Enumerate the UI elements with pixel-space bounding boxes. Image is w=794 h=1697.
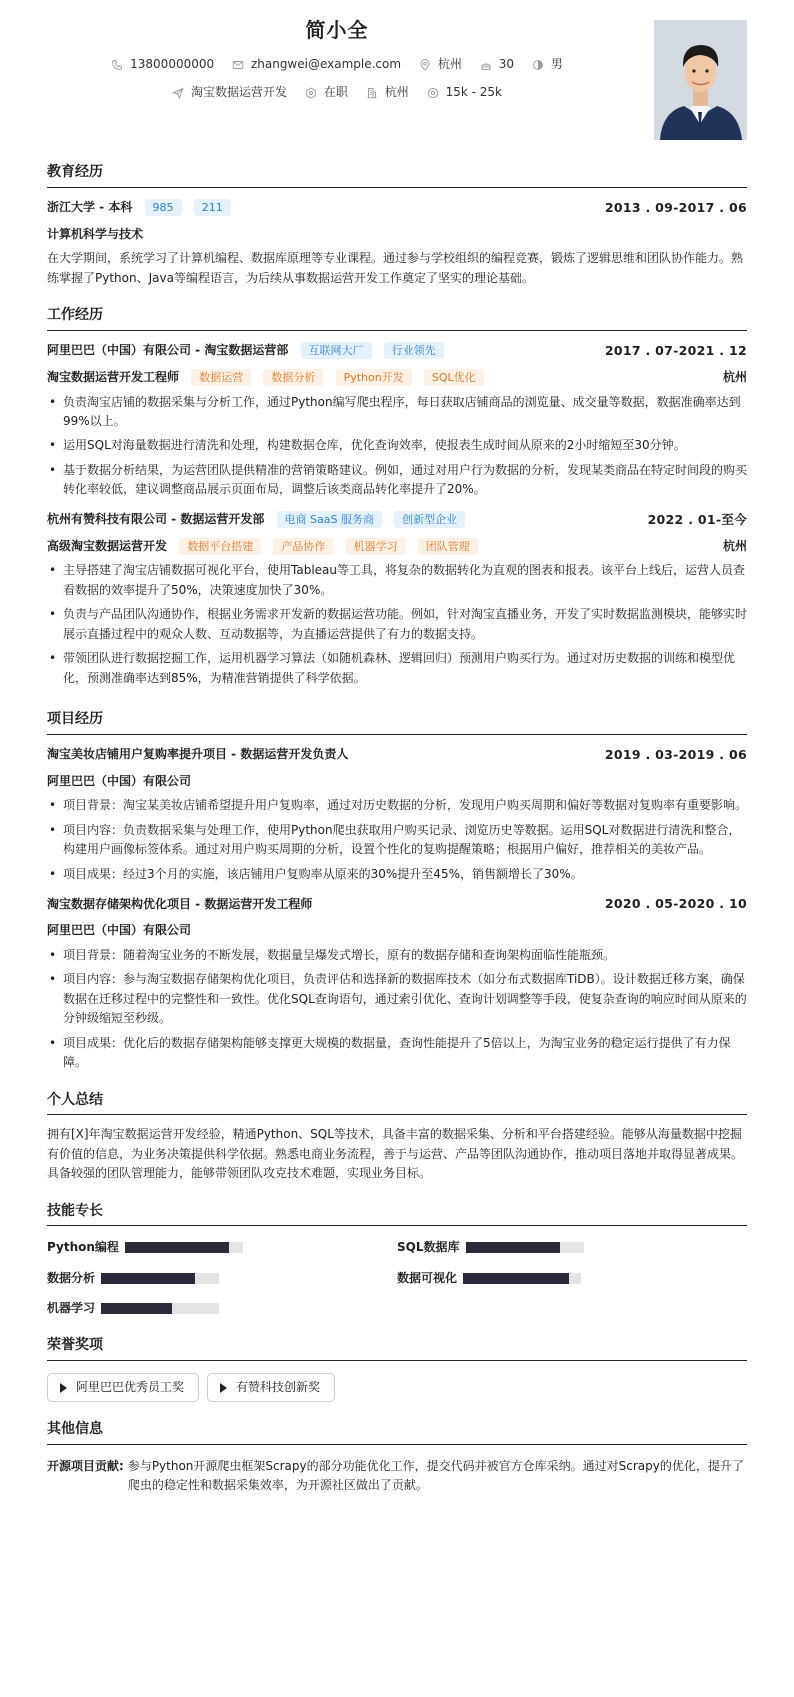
- work-entry: [47, 510, 747, 688]
- skill-label: Python编程: [47, 1240, 119, 1255]
- skill-item: [397, 1269, 747, 1288]
- work-bullet: • 负责与产品团队沟通协作，根据业务需求开发新的数据运营功能。例如，针对淘宝直播业务，开发了实时数据监测模块，能够实时展示直播过程中的观众人数、互动数据等，为直播运营提供了有力的数据支持。: [47, 605, 747, 644]
- play-icon: [220, 1383, 227, 1393]
- skill-label: 数据分析: [47, 1270, 96, 1285]
- work-bullet: • 运用SQL对海量数据进行清洗和处理，构建数据仓库，优化查询效率，使报表生成时间从原来的2小时缩短至30分钟。: [47, 436, 747, 455]
- project-bullet: • 项目内容：参与淘宝数据存储架构优化项目，负责评估和选择新的数据库技术（如分布式数据库TiDB）。设计数据迁移方案，确保数据在迁移过程中的完整性和一致性。优化SQL查询语句，通过索引优化、查询计划调整等手段，使复杂查询的响应时间从原来的分钟级缩短至秒级。: [47, 970, 747, 1028]
- profile-photo: [654, 20, 747, 140]
- education-entry-head: [47, 198, 747, 218]
- work-bullets: [47, 393, 747, 500]
- skill-bar: [466, 1242, 584, 1253]
- work-date: 2017 . 07-2021 . 12: [604, 342, 747, 358]
- skill-bar: [463, 1273, 581, 1284]
- work-entry: [47, 341, 747, 500]
- age-info: [480, 55, 514, 74]
- company-name: 杭州有赞科技有限公司 - 数据运营开发部: [47, 512, 265, 527]
- skill-tag: SQL优化: [424, 369, 484, 386]
- company-tag: 电商 SaaS 服务商: [277, 511, 382, 528]
- work-bullets: [47, 561, 747, 688]
- status-info: [305, 83, 348, 102]
- work-entry-head: [47, 510, 747, 530]
- other-label: 开源项目贡献:: [47, 1458, 124, 1473]
- resume-header: [47, 0, 747, 145]
- other-info: [47, 1457, 747, 1496]
- project-name: 淘宝美妆店铺用户复购率提升项目 - 数据运营开发负责人: [47, 747, 349, 762]
- awards-section-title: 荣誉奖项: [47, 1334, 747, 1361]
- project-bullet: • 项目背景：随着淘宝业务的不断发展，数据量呈爆发式增长，原有的数据存储和查询架构面临性能瓶颈。: [47, 946, 747, 965]
- skill-bar: [125, 1242, 243, 1253]
- award-badge: [207, 1373, 335, 1402]
- award-label: 阿里巴巴优秀员工奖: [76, 1379, 185, 1394]
- education-school-row: [47, 198, 231, 217]
- mail-icon: [232, 59, 244, 71]
- email-info: [232, 55, 401, 74]
- project-bullet: • 项目成果：优化后的数据存储架构能够支撑更大规模的数据量，查询性能提升了5倍以上，为淘宝业务的稳定运行提供了有力保障。: [47, 1034, 747, 1073]
- project-entry: [47, 894, 747, 1072]
- project-bullet: • 项目内容：负责数据采集与处理工作，使用Python爬虫获取用户购买记录、浏览历史等数据。运用SQL对数据进行清洗和整合，构建用户画像标签体系。通过对用户购买周期的分析，设置个性化的复购提醒策略；根据用户偏好，推荐相关的美妆产品。: [47, 821, 747, 860]
- work-bullet: • 带领团队进行数据挖掘工作，运用机器学习算法（如随机森林、逻辑回归）预测用户购买行为。通过对历史数据的训练和模型优化，预测准确率达到85%，为精准营销提供了科学依据。: [47, 649, 747, 688]
- intent-line: [47, 83, 747, 105]
- other-section-title: 其他信息: [47, 1418, 747, 1445]
- skill-item: [47, 1299, 397, 1318]
- email-address: zhangwei@example.com: [250, 57, 402, 71]
- candidate-name: 简小全: [305, 18, 369, 42]
- skill-fill: [463, 1273, 569, 1284]
- other-text: 参与Python开源爬虫框架Scrapy的部分功能优化工作，提交代码并被官方仓库采纳。通过对Scrapy的优化，提升了爬虫的稳定性和数据采集效率，为开源社区做出了贡献。: [127, 1458, 744, 1493]
- target-position: 淘宝数据运营开发: [191, 85, 288, 99]
- skill-label: 机器学习: [47, 1301, 96, 1316]
- job-title-group: [47, 368, 484, 387]
- contact-line: [47, 55, 747, 77]
- skill-bar: [101, 1303, 219, 1314]
- skill-tag: 数据平台搭建: [179, 538, 261, 555]
- school-name: 浙江大学 - 本科: [47, 200, 133, 215]
- company-tag: 互联网大厂: [301, 342, 372, 359]
- skill-bar: [101, 1273, 219, 1284]
- work-company-row: [47, 341, 444, 360]
- summary-text: 拥有[X]年淘宝数据运营开发经验，精通Python、SQL等技术，具备丰富的数据采集、分析和平台搭建经验。能够从海量数据中挖掘有价值的信息，为业务决策提供科学依据。熟悉电商业务流程，善于与运营、产品等团队沟通协作，推动项目落地并取得显著成果。具备较强的团队管理能力，能够带领团队攻克技术难题，实现业务目标。: [47, 1127, 744, 1181]
- work-title-row: [47, 537, 747, 556]
- skill-item: [47, 1238, 397, 1257]
- project-bullet: • 项目背景：淘宝某美妆店铺希望提升用户复购率，通过对历史数据的分析，发现用户购买周期和偏好等数据对复购率有重要影响。: [47, 796, 747, 815]
- phone-icon: [111, 59, 123, 71]
- work-company-row: [47, 510, 465, 529]
- work-entry-head: [47, 341, 747, 361]
- skill-fill: [466, 1242, 560, 1253]
- education-date: 2013 . 09-2017 . 06: [604, 199, 747, 215]
- education-section-title: 教育经历: [47, 161, 747, 188]
- skill-tag: 产品协作: [273, 538, 333, 555]
- age-icon: [480, 59, 492, 71]
- job-title: 高级淘宝数据运营开发: [47, 539, 168, 554]
- project-date: 2019 . 03-2019 . 06: [604, 746, 747, 762]
- job-title-group: [47, 537, 478, 556]
- city-value: 杭州: [437, 57, 462, 71]
- target-position-info: [172, 83, 287, 102]
- education-major: 计算机科学与技术: [47, 226, 144, 241]
- project-name: 淘宝数据存储架构优化项目 - 数据运营开发工程师: [47, 896, 313, 911]
- target-city: 杭州: [384, 85, 409, 99]
- work-section-title: 工作经历: [47, 304, 747, 331]
- job-status: 在职: [323, 85, 348, 99]
- job-title: 淘宝数据运营开发工程师: [47, 370, 180, 385]
- portrait-image: [654, 20, 747, 140]
- skill-tag: 团队管理: [418, 538, 478, 555]
- work-title-row: [47, 368, 747, 387]
- skill-item: [47, 1269, 397, 1288]
- send-icon: [172, 87, 184, 99]
- projects-section-title: 项目经历: [47, 708, 747, 735]
- skills-section-title: 技能专长: [47, 1200, 747, 1227]
- expected-salary: 15k - 25k: [445, 85, 502, 99]
- project-entry: [47, 745, 747, 884]
- gender-icon: [532, 59, 544, 71]
- gender-value: 男: [550, 57, 563, 71]
- project-org: 阿里巴巴（中国）有限公司: [47, 774, 192, 789]
- work-bullet: • 基于数据分析结果，为运营团队提供精准的营销策略建议。例如，通过对用户行为数据的分析，发现某类商品在特定时间段的购买转化率较低，建议调整商品展示页面布局，调整后该类商品转化率提升了20%。: [47, 461, 747, 500]
- project-date: 2020 . 05-2020 . 10: [604, 896, 747, 912]
- building-icon: [366, 87, 378, 99]
- work-bullet: • 负责淘宝店铺的数据采集与分析工作，通过Python编写爬虫程序，每日获取店铺商品的浏览量、成交量等数据，数据准确率达到99%以上。: [47, 393, 747, 432]
- skill-tag: 数据分析: [263, 369, 323, 386]
- project-bullets: [47, 796, 747, 884]
- work-date: 2022 . 01-至今: [647, 511, 747, 527]
- skill-tag: Python开发: [336, 369, 412, 386]
- work-city: 杭州: [722, 539, 747, 554]
- summary-section-title: 个人总结: [47, 1089, 747, 1116]
- award-label: 有赞科技创新奖: [236, 1379, 321, 1394]
- location-icon: [419, 59, 431, 71]
- play-icon: [60, 1383, 67, 1393]
- awards-list: [47, 1373, 747, 1402]
- phone-number: 13800000000: [130, 57, 215, 71]
- project-head: [47, 894, 747, 914]
- skill-tag: 机器学习: [346, 538, 406, 555]
- target-city-info: [366, 83, 409, 102]
- status-icon: [305, 87, 317, 99]
- school-tag: 985: [145, 199, 182, 216]
- project-bullet: • 项目成果：经过3个月的实施，该店铺用户复购率从原来的30%提升至45%，销售额增长了30%。: [47, 865, 747, 884]
- skills-grid: [47, 1238, 747, 1318]
- skill-fill: [101, 1303, 172, 1314]
- city-info: [419, 55, 462, 74]
- skill-tag: 数据运营: [191, 369, 251, 386]
- work-city: 杭州: [722, 370, 747, 385]
- skill-fill: [101, 1273, 195, 1284]
- skill-label: 数据可视化: [397, 1270, 458, 1285]
- project-bullets: [47, 946, 747, 1073]
- award-badge: [47, 1373, 199, 1402]
- project-org: 阿里巴巴（中国）有限公司: [47, 923, 192, 938]
- company-tag: 创新型企业: [394, 511, 465, 528]
- school-tag: 211: [194, 199, 231, 216]
- skill-fill: [125, 1242, 229, 1253]
- gender-info: [532, 55, 563, 74]
- company-name: 阿里巴巴（中国）有限公司 - 淘宝数据运营部: [47, 343, 289, 358]
- age-value: 30: [498, 57, 515, 71]
- skill-item: [397, 1238, 747, 1257]
- salary-info: [427, 83, 502, 102]
- money-icon: [427, 87, 439, 99]
- work-bullet: • 主导搭建了淘宝店铺数据可视化平台，使用Tableau等工具，将复杂的数据转化为直观的图表和报表。该平台上线后，运营人员查看数据的效率提升了50%，决策速度加快了30%。: [47, 561, 747, 600]
- project-head: [47, 745, 747, 765]
- phone-info: [111, 55, 214, 74]
- skill-label: SQL数据库: [397, 1240, 460, 1255]
- education-description: 在大学期间，系统学习了计算机编程、数据库原理等专业课程。通过参与学校组织的编程竞赛，锻炼了逻辑思维和团队协作能力。熟练掌握了Python、Java等编程语言，为后续从事数据运营开发工作奠定了坚实的理论基础。: [47, 251, 744, 285]
- company-tag: 行业领先: [384, 342, 444, 359]
